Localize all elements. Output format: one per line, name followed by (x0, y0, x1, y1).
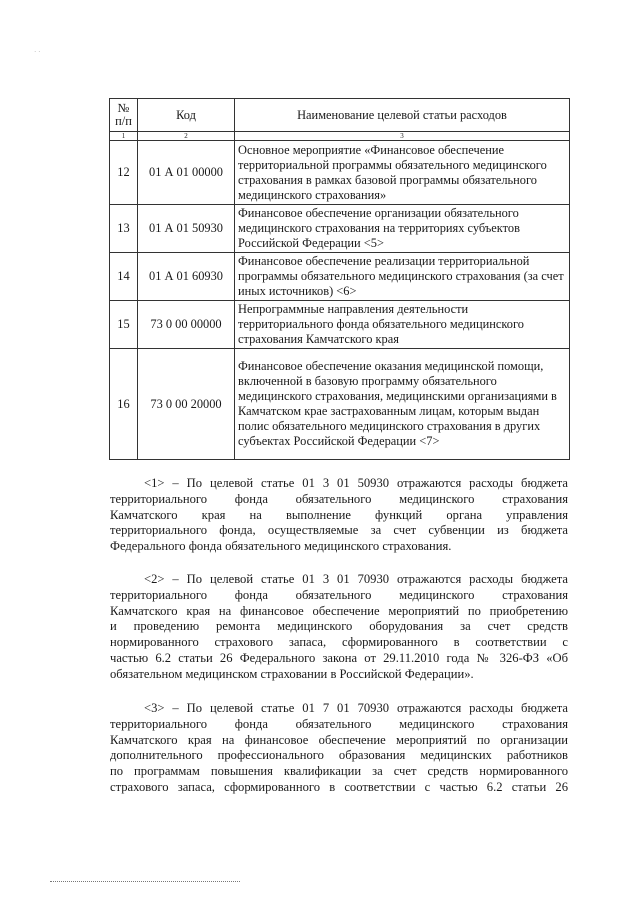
footnote-line: <1> – По целевой статье 01 3 01 50930 отражаются расходы бюджета (144, 476, 568, 490)
footnote-line: Федерального фонда обязательного медицинского страхования. (110, 539, 452, 554)
page-bottom-rule (50, 881, 240, 882)
row-num: 15 (110, 301, 138, 349)
footnote-line: Камчатского края на финансовое обеспечение мероприятий по приобретению (110, 603, 568, 618)
footnote-line: Камчатского края на выполнение функций органа управления (110, 507, 568, 522)
table-row (110, 349, 570, 460)
footnote-line: территориального фонда, осуществляемые за счет субвенции из бюджета (110, 523, 568, 538)
footnote-line: территориального фонда обязательного медицинского страхования (110, 587, 568, 602)
row-name: Финансовое обеспечение оказания медицинской помощи, включенной в базовую программу обязательного медицинского страхования, медицинскими организациями в Камчатском крае застрахованным лицам, которым выдан полис обязательного медицинского страхования в других субъектах Российской Федерации <7> (235, 349, 570, 460)
row-num: 14 (110, 253, 138, 301)
column-number-row (110, 132, 570, 141)
row-code: 01 А 01 50930 (138, 205, 235, 253)
footnote-line: страхового запаса, сформированного в соответствии с частью 6.2 статьи 26 (110, 779, 568, 794)
row-num: 12 (110, 141, 138, 205)
footnote-line: территориального фонда обязательного медицинского страхования (110, 491, 568, 506)
header-num: № п/п (110, 99, 138, 132)
scan-artifact: · · (34, 48, 41, 56)
row-name: Непрограммные направления деятельности территориального фонда обязательного медицинского страхования Камчатского края (235, 301, 570, 349)
footnote-line: <2> – По целевой статье 01 3 01 70930 отражаются расходы бюджета (144, 572, 568, 586)
footnote-line: частью 6.2 статьи 26 Федерального закона от 29.11.2010 года № 326-ФЗ «Об (110, 650, 568, 665)
table-row (110, 205, 570, 253)
column-number: 2 (138, 132, 235, 141)
row-num: 13 (110, 205, 138, 253)
footnote-line: территориального фонда обязательного медицинского страхования (110, 716, 568, 731)
header-code: Код (138, 99, 235, 132)
footnote-3 (110, 701, 568, 796)
footnote-1 (110, 476, 568, 555)
header-name: Наименование целевой статьи расходов (235, 99, 570, 132)
budget-classification-table (109, 98, 570, 460)
row-code: 01 А 01 00000 (138, 141, 235, 205)
table-row (110, 301, 570, 349)
row-name: Основное мероприятие «Финансовое обеспечение территориальной программы обязательного медицинского страхования в рамках базовой программы обязательного медицинского страхования» (235, 141, 570, 205)
footnote-line: по программам повышения квалификации за счет средств нормированного (110, 764, 568, 779)
table-row (110, 253, 570, 301)
footnote-line: обязательном медицинском страховании в Российской Федерации». (110, 666, 474, 681)
row-code: 01 А 01 60930 (138, 253, 235, 301)
row-code: 73 0 00 20000 (138, 349, 235, 460)
footnote-line: <3> – По целевой статье 01 7 01 70930 отражаются расходы бюджета (144, 701, 568, 715)
row-code: 73 0 00 00000 (138, 301, 235, 349)
footnote-line: дополнительного профессионального образования медицинских работников (110, 748, 568, 763)
row-name: Финансовое обеспечение реализации территориальной программы обязательного медицинского страхования (за счет иных источников) <6> (235, 253, 570, 301)
column-number: 3 (235, 132, 570, 141)
row-num: 16 (110, 349, 138, 460)
column-number: 1 (110, 132, 138, 141)
row-name: Финансовое обеспечение организации обязательного медицинского страхования на территориях субъектов Российской Федерации <5> (235, 205, 570, 253)
table-row (110, 141, 570, 205)
footnote-line: и проведению ремонта медицинского оборудования за счет средств (110, 619, 568, 634)
footnote-2 (110, 572, 568, 683)
footnote-line: Камчатского края на финансовое обеспечение мероприятий по организации (110, 732, 568, 747)
footnote-line: нормированного страхового запаса, сформированного в соответствии с (110, 635, 568, 650)
table-header-row (110, 99, 570, 132)
